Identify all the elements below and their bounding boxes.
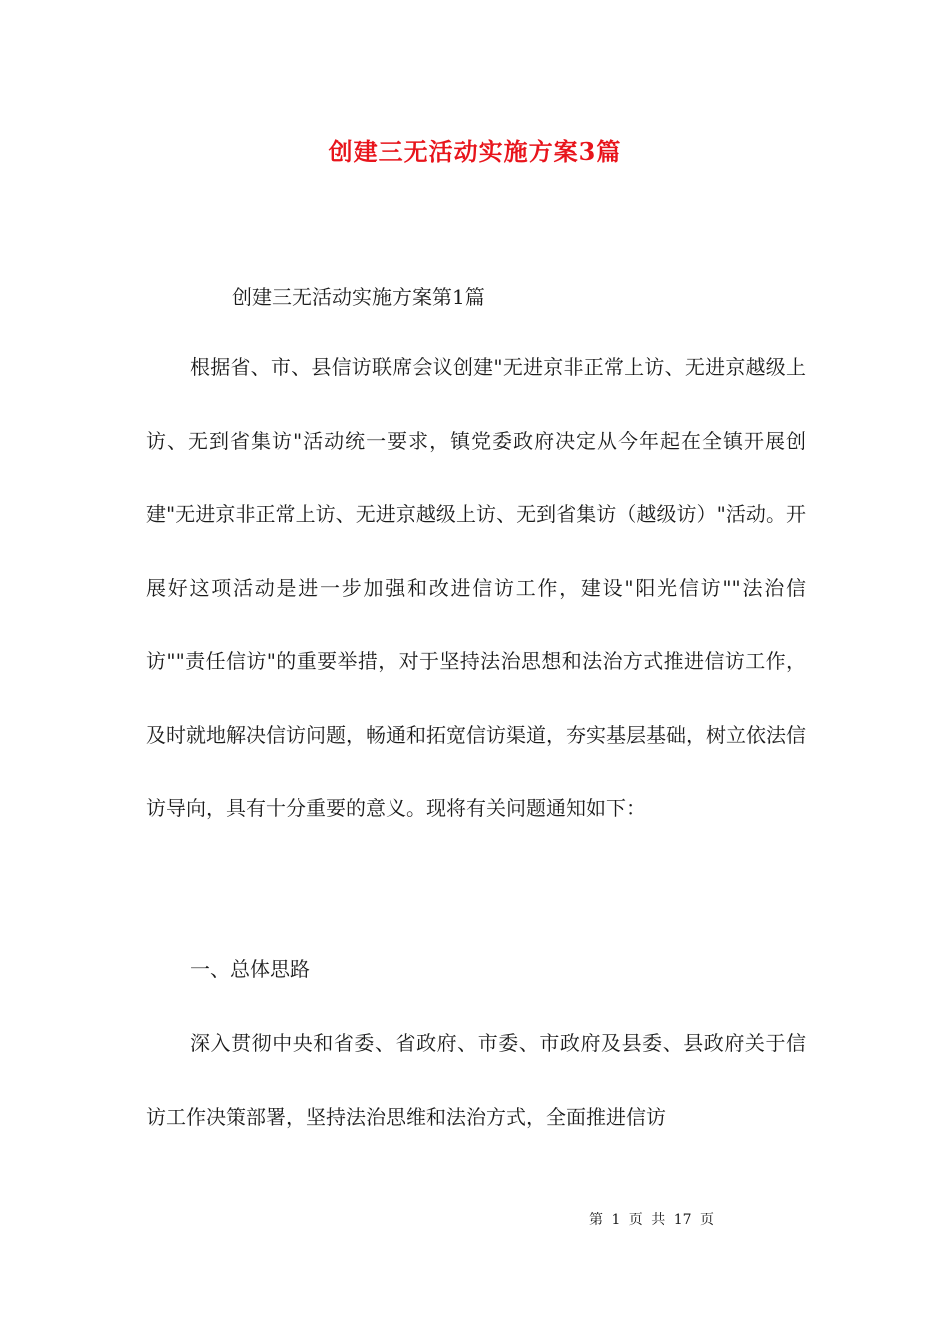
subheading-general-approach: 一、总体思路 (190, 957, 310, 981)
section-heading: 创建三无活动实施方案第1篇 (232, 285, 485, 309)
body-paragraph: 根据省、市、县信访联席会议创建"无进京非正常上访、无进京越级上访、无到省集访"活动统一要求，镇党委政府决定从今年起在全镇开展创建"无进京非正常上访、无进京越级上访、无到省集访（越级访）"活动。开展好这项活动是进一步加强和改进信访工作，建设"阳光信访""法治信访""责任信访"的重要举措，对于坚持法治思想和法治方式推进信访工作，及时就地解决信访问题，畅通和拓宽信访渠道，夯实基层基础，树立依法信访导向，具有十分重要的意义。现将有关问题通知如下： (146, 355, 806, 820)
page-number-footer: 第 1 页 共 17 页 (589, 1212, 714, 1228)
document-title: 创建三无活动实施方案3篇 (328, 137, 622, 166)
body-paragraph: 深入贯彻中央和省委、省政府、市委、市政府及县委、县政府关于信访工作决策部署，坚持法治思维和法治方式，全面推进信访 (146, 1031, 806, 1129)
